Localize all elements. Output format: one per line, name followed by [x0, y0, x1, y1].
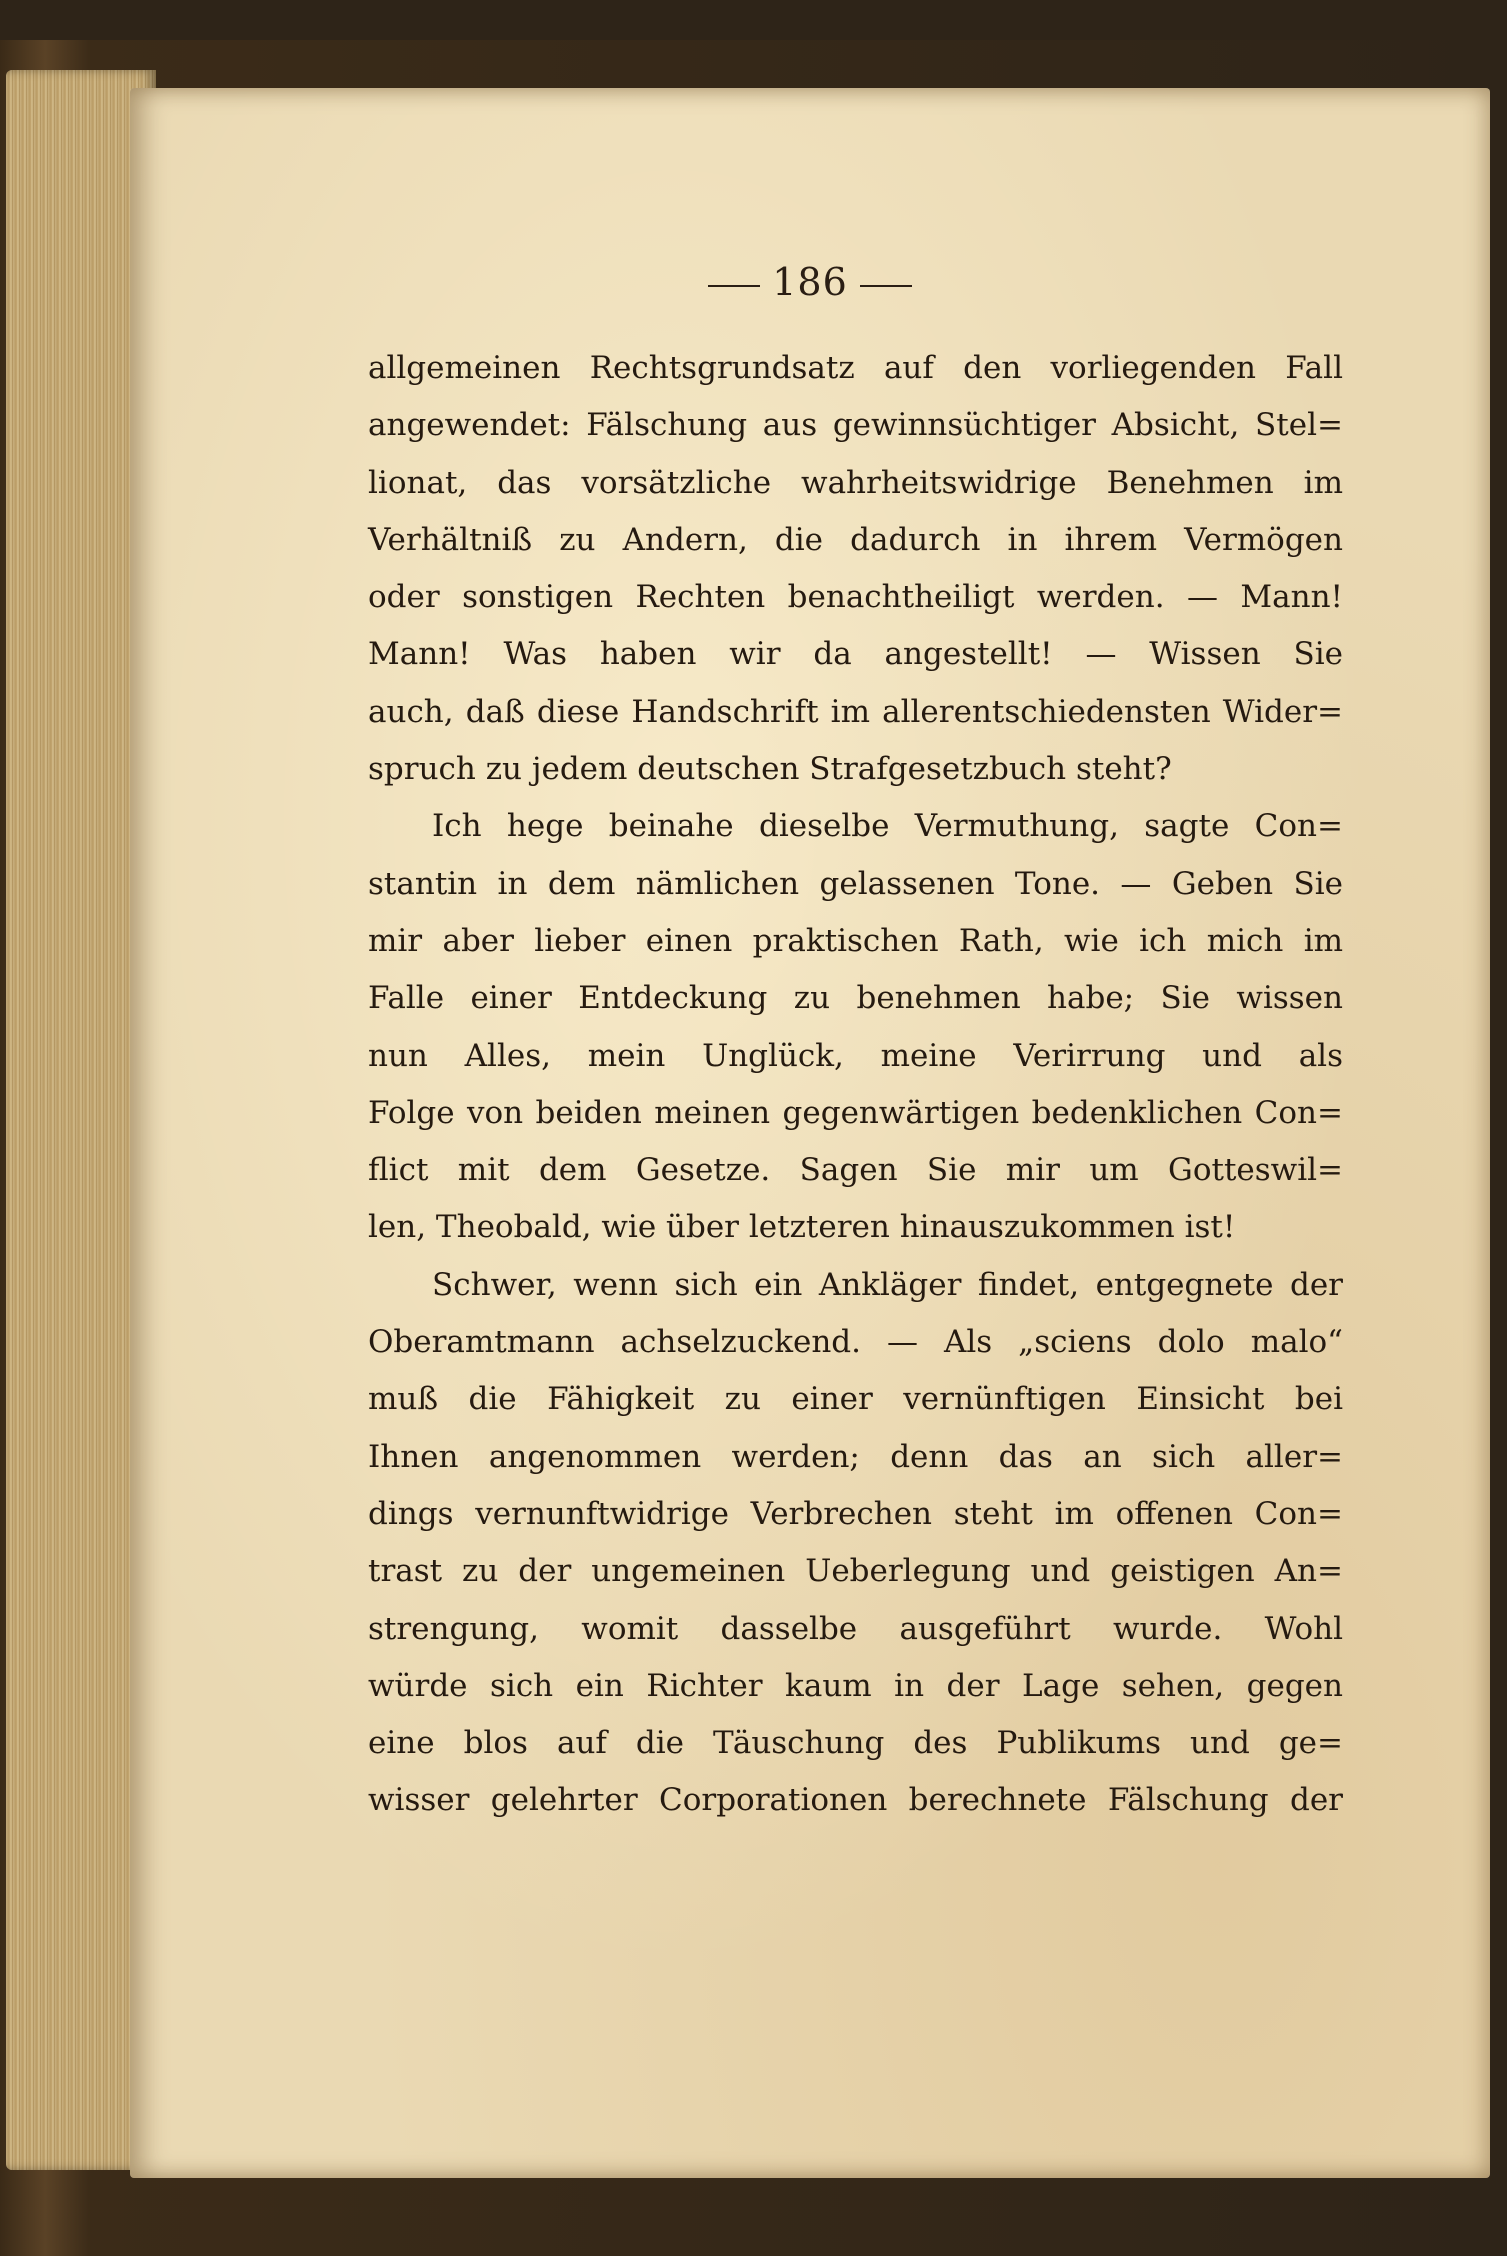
page-header — [130, 260, 1490, 304]
text-line: stantin in dem nämlichen gelassenen Tone. — Geben Sie — [368, 865, 1343, 902]
text-line: mir aber lieber einen praktischen Rath, wie ich mich im — [368, 922, 1343, 959]
text-line: spruch zu jedem deutschen Strafgesetzbuch steht? — [368, 751, 1172, 788]
ornament-dash-right — [860, 285, 912, 287]
text-line: Schwer, wenn sich ein Ankläger findet, entgegnete der — [432, 1266, 1343, 1303]
text-line: flict mit dem Gesetze. Sagen Sie mir um Gotteswil= — [368, 1152, 1343, 1189]
ornament-dash-left — [708, 285, 760, 287]
text-line: Oberamtmann achselzuckend. — Als „sciens dolo malo“ — [368, 1324, 1343, 1361]
text-line: lionat, das vorsätzliche wahrheitswidrige Benehmen im — [368, 464, 1343, 501]
text-line: eine blos auf die Täuschung des Publikums und ge= — [368, 1725, 1343, 1762]
text-line: Falle einer Entdeckung zu benehmen habe; Sie wissen — [368, 980, 1343, 1017]
text-line: Verhältniß zu Andern, die dadurch in ihrem Vermögen — [368, 521, 1343, 558]
text-line: allgemeinen Rechtsgrundsatz auf den vorliegenden Fall — [368, 350, 1343, 386]
text-line: würde sich ein Richter kaum in der Lage sehen, gegen — [368, 1667, 1343, 1704]
text-line: auch, daß diese Handschrift im allerentschiedensten Wider= — [368, 693, 1343, 730]
text-line: angewendet: Fälschung aus gewinnsüchtiger Absicht, Stel= — [368, 407, 1343, 444]
text-line: Folge von beiden meinen gegenwärtigen bedenklichen Con= — [368, 1094, 1343, 1131]
text-line: nun Alles, mein Unglück, meine Verirrung und als — [368, 1037, 1343, 1074]
text-line: Mann! Was haben wir da angestellt! — Wissen Sie — [368, 636, 1343, 673]
body-text — [368, 340, 1343, 1830]
text-line: len, Theobald, wie über letzteren hinauszukommen ist! — [368, 1209, 1236, 1246]
text-line: dings vernunftwidrige Verbrechen steht im offenen Con= — [368, 1495, 1343, 1532]
text-line: Ich hege beinahe dieselbe Vermuthung, sagte Con= — [432, 808, 1343, 845]
text-line: strengung, womit dasselbe ausgeführt wurde. Wohl — [368, 1610, 1343, 1647]
text-line: Ihnen angenommen werden; denn das an sich aller= — [368, 1438, 1343, 1475]
page-number: 186 — [772, 260, 848, 304]
text-line: trast zu der ungemeinen Ueberlegung und geistigen An= — [368, 1553, 1343, 1590]
text-line: wisser gelehrter Corporationen berechnete Fälschung der — [368, 1782, 1343, 1819]
text-line: muß die Fähigkeit zu einer vernünftigen Einsicht bei — [368, 1381, 1343, 1418]
text-line: oder sonstigen Rechten benachtheiligt werden. — Mann! — [368, 579, 1343, 616]
